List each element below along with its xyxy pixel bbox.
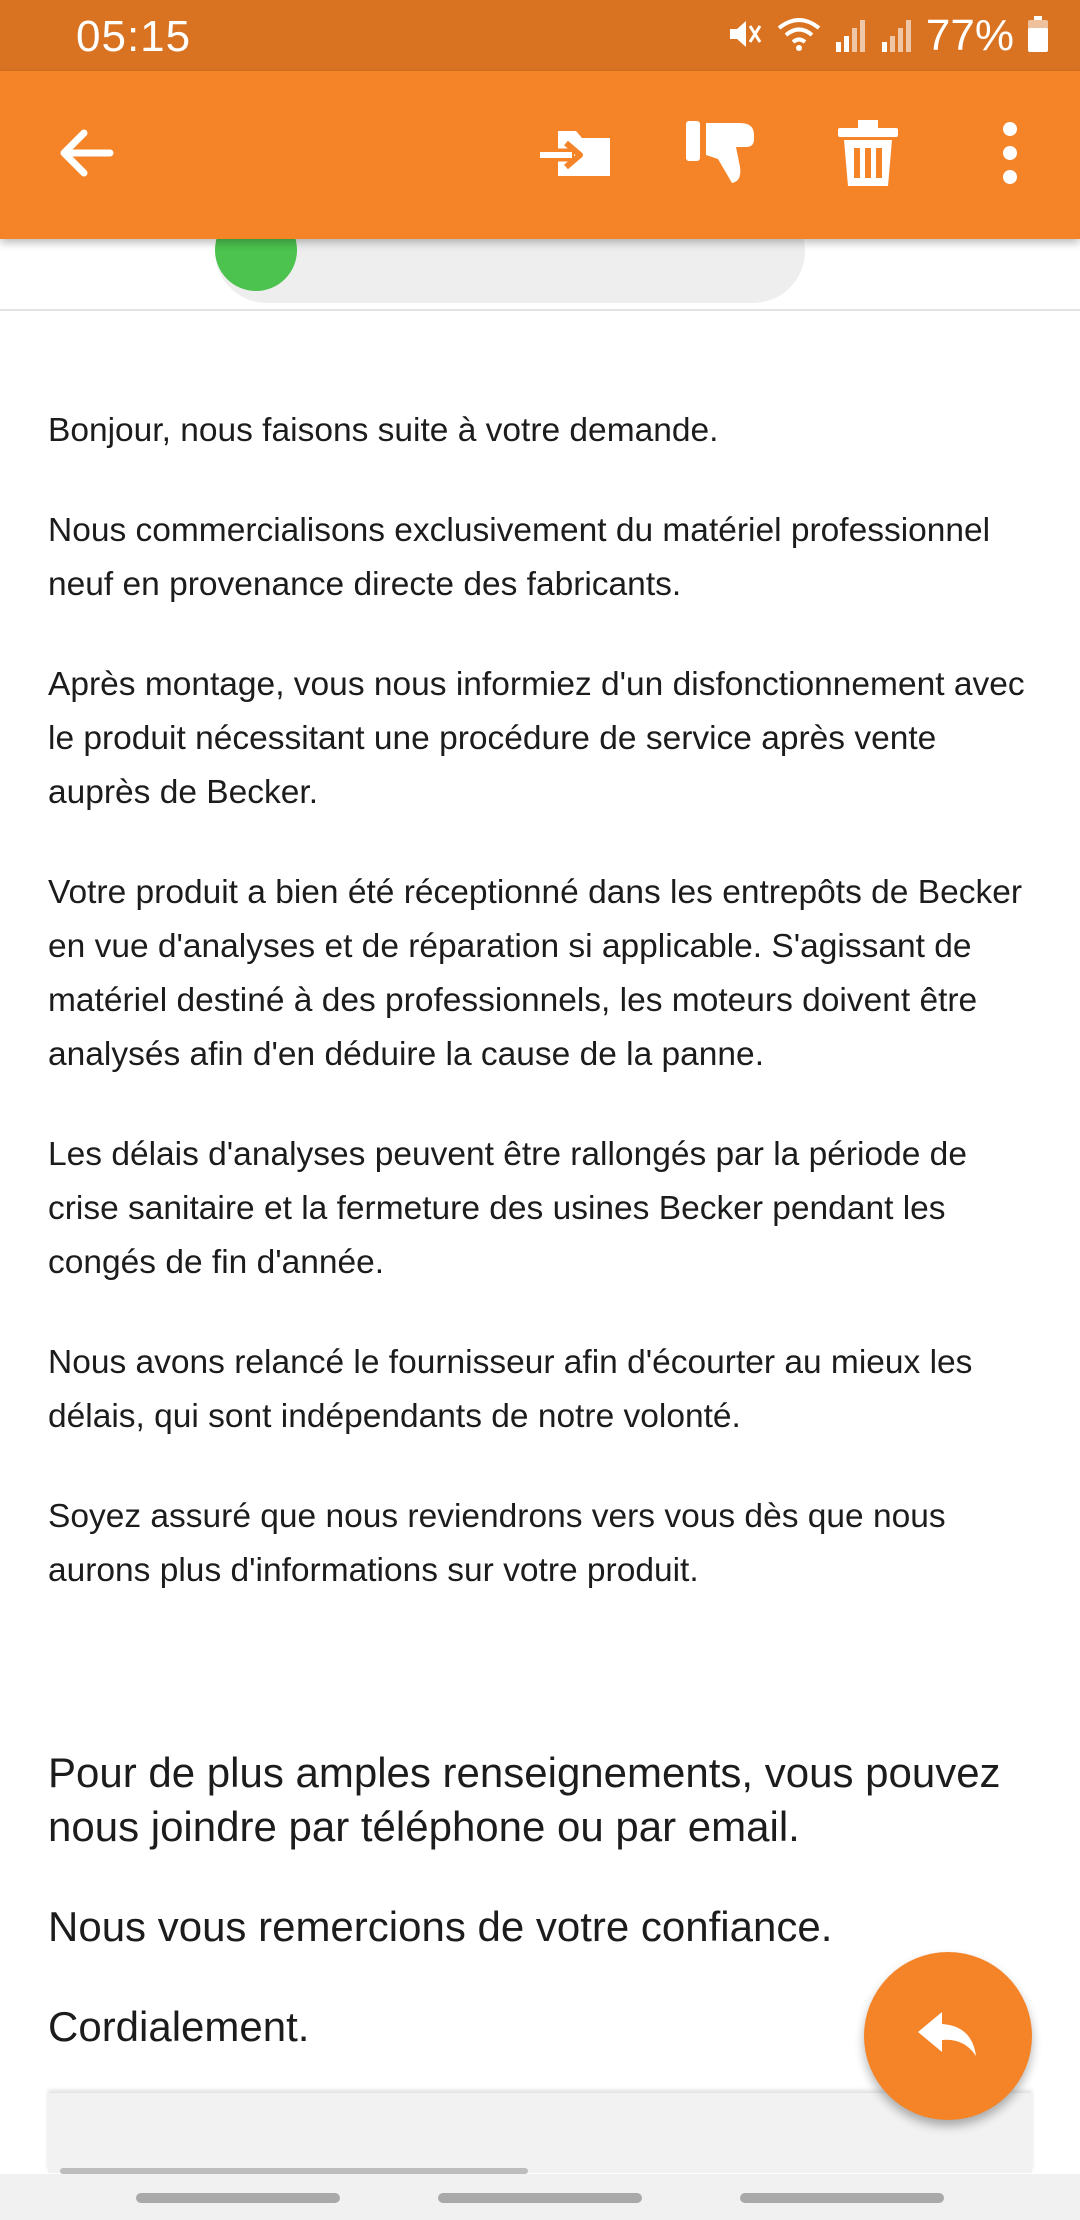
message-paragraph: Soyez assuré que nous reviendrons vers vous dès que nous aurons plus d'informations sur votre produit. <box>48 1498 946 1589</box>
app-bar <box>0 71 1080 239</box>
trash-icon <box>836 118 900 193</box>
reply-button[interactable] <box>864 1952 1032 2120</box>
back-arrow-icon <box>54 121 118 190</box>
delete-button[interactable] <box>818 105 918 205</box>
spam-button[interactable] <box>672 105 772 205</box>
status-bar <box>0 0 1080 71</box>
details-link-clipped[interactable] <box>910 239 1030 249</box>
sender-label-clipped <box>48 239 118 249</box>
nav-recents-handle[interactable] <box>136 2193 340 2203</box>
closing-paragraph: Pour de plus amples renseignements, vous pouvez nous joindre par téléphone ou par email. <box>48 1749 1001 1850</box>
message-paragraph: Nous commercialisons exclusivement du matériel professionnel neuf en provenance directe des fabricants. <box>48 512 991 603</box>
message-spacer <box>48 1644 1038 1746</box>
message-paragraph: Votre produit a bien été réceptionné dans les entrepôts de Becker en vue d'analyses et de réparation si applicable. S'agissant de matériel destiné à des professionnels, les moteurs doivent être analysés afin d'en déduire la cause de la panne. <box>48 874 1023 1073</box>
wifi-icon <box>776 14 822 59</box>
message-paragraph: Les délais d'analyses peuvent être rallongés par la période de crise sanitaire et la fermeture des usines Becker pendant les congés de fin d'année. <box>48 1136 967 1281</box>
nav-back-handle[interactable] <box>740 2193 944 2203</box>
thumbs-down-icon <box>684 117 760 194</box>
status-icons <box>724 10 1050 62</box>
back-button[interactable] <box>36 105 136 205</box>
mute-icon <box>724 14 764 59</box>
status-time: 05:15 <box>76 12 192 61</box>
message-paragraph: Nous avons relancé le fournisseur afin d'écourter au mieux les délais, qui sont indépendants de notre volonté. <box>48 1344 973 1435</box>
move-to-folder-button[interactable] <box>528 105 628 205</box>
more-vert-icon <box>1000 121 1020 190</box>
message-body <box>48 404 1038 2100</box>
signature-card <box>48 2093 1032 2173</box>
more-options-button[interactable] <box>960 105 1060 205</box>
closing-paragraph: Nous vous remercions de votre confiance. <box>48 1903 833 1950</box>
signal-icon <box>834 14 868 59</box>
recipient-chip[interactable] <box>215 239 805 303</box>
battery-icon <box>1026 14 1050 59</box>
signal-icon <box>880 14 914 59</box>
move-to-icon <box>538 121 618 190</box>
navigation-bar <box>0 2174 1080 2220</box>
nav-home-handle[interactable] <box>438 2193 642 2203</box>
battery-percentage: 77% <box>925 11 1014 60</box>
scrolled-header-strip <box>0 239 1080 311</box>
closing-paragraph: Cordialement. <box>48 2003 310 2050</box>
message-paragraph: Après montage, vous nous informiez d'un disfonctionnement avec le produit nécessitant une procédure de service après vente auprès de Becker. <box>48 666 1025 811</box>
message-paragraph: Bonjour, nous faisons suite à votre demande. <box>48 412 719 449</box>
reply-icon <box>916 2008 980 2065</box>
